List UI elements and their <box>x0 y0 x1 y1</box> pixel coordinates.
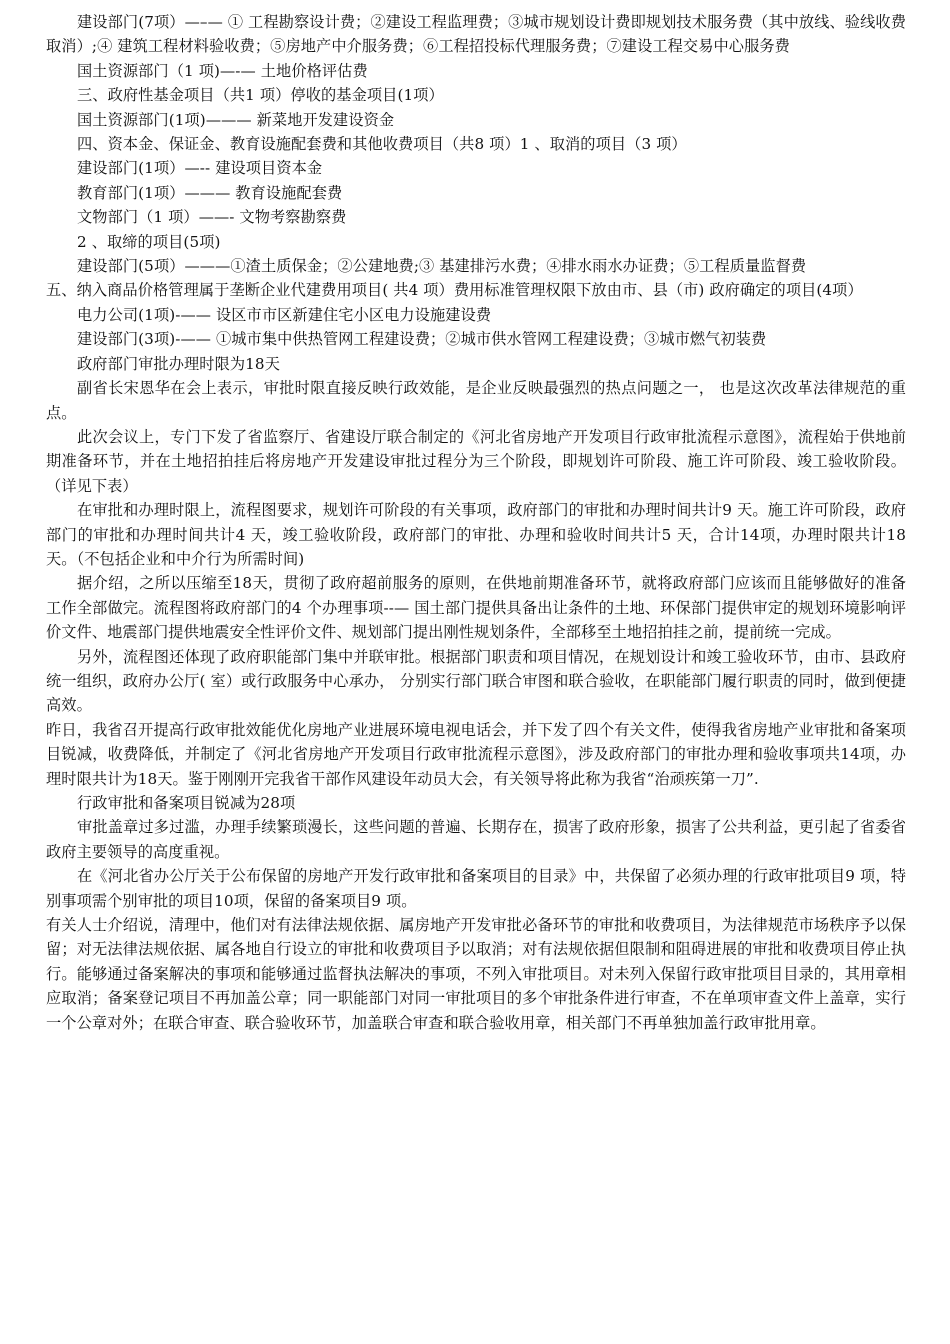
subheading-banned-items: 2 、取缔的项目(5项) <box>77 232 221 251</box>
paragraph-time-limits: 在审批和办理时限上，流程图要求，规划许可阶段的有关事项，政府部门的审批和办理时间共计9 天。施工许可阶段，政府部门的审批和办理时间共计4 天，竣工验收阶段，政府部门的审批、办理和验收时间共计5 天，合计14项，办理时限共计18天。（不包括企业和中介行为所需时间) <box>46 501 906 568</box>
paragraph-land-resources-vegetable-land: 国土资源部门(1项)——— 新菜地开发建设资金 <box>77 110 395 129</box>
paragraph-vice-governor: 副省长宋恩华在会上表示，审批时限直接反映行政效能，是企业反映最强烈的热点问题之一， 也是这次改革法律规范的重点。 <box>46 379 906 422</box>
section-heading-government-funds: 三、政府性基金项目（共1 项）停收的基金项目(1项） <box>77 86 444 105</box>
paragraph-cultural-relics: 文物部门（1 项）——- 文物考察勘察费 <box>77 208 347 227</box>
section-heading-monopoly-fees: 五、纳入商品价格管理属于垄断企业代建费用项目( 共4 项）费用标准管理权限下放由市、县（市) 政府确定的项目(4项） <box>46 281 863 300</box>
paragraph-cleanup-principles: 有关人士介绍说，清理中，他们对有法律法规依据、属房地产开发审批必备环节的审批和收费项目，为法律规范市场秩序予以保留；对无法律法规依据、属各地自行设立的审批和收费项目予以取消；对有法规依据但限制和阻碍进展的审批和收费项目停止执行。能够通过备案解决的事项和能够通过监督执法解决的事项，不列入审批项目。对未列入保留行政审批项目目录的，其用章相应取消；备案登记项目不再加盖公章；同一职能部门对同一审批项目的多个审批条件进行审查，不在单项审查文件上盖章，实行一个公章对外；在联合审查、联合验收环节，加盖联合审查和联合验收用章，相关部门不再单独加盖行政审批用章。 <box>46 916 906 1032</box>
paragraph-construction-capital: 建设部门(1项）—-- 建设项目资本金 <box>77 159 323 178</box>
subheading-approval-18-days: 政府部门审批办理时限为18天 <box>77 354 280 373</box>
document-page <box>46 10 906 1035</box>
paragraph-power-company: 电力公司(1项)-—— 设区市市区新建住宅小区电力设施建设费 <box>77 305 492 324</box>
paragraph-parallel-approval: 另外，流程图还体现了政府职能部门集中并联审批。根据部门职责和项目情况，在规划设计和竣工验收环节，由市、县政府统一组织，政府办公厅( 室）或行政服务中心承办， 分别实行部门联合审图和联合验收，在职能部门履行职责的同时，做到便捷高效。 <box>46 647 906 715</box>
paragraph-education-facilities: 教育部门(1项）——— 教育设施配套费 <box>77 183 343 202</box>
paragraph-excessive-stamps: 审批盖章过多过滥，办理手续繁琐漫长，这些问题的普遍、长期存在，损害了政府形象，损害了公共利益，更引起了省委省政府主要领导的高度重视。 <box>46 818 906 861</box>
paragraph-teleconference: 昨日，我省召开提高行政审批效能优化房地产业进展环境电视电话会，并下发了四个有关文件，使得我省房地产业审批和备案项目锐减，收费降低，并制定了《河北省房地产开发项目行政审批流程示意图》，涉及政府部门的审批办理和验收事项共14项，办理时限共计为18天。鉴于刚刚开完我省干部作风建设年动员大会，有关领导将此称为我省“治顽疾第一刀”. <box>46 720 906 788</box>
section-heading-capital-deposits: 四、资本金、保证金、教育设施配套费和其他收费项目（共8 项）1 、取消的项目（3 项） <box>77 135 687 154</box>
paragraph-construction-7-items: 建设部门(7项）—–— ① 工程勘察设计费；②建设工程监理费；③城市规划设计费即规划技术服务费（其中放线、验线收费取消）;④ 建筑工程材料验收费；⑤房地产中介服务费；⑥工程招投标代理服务费；⑦建设工程交易中心服务费 <box>46 13 906 56</box>
paragraph-flowchart-issued: 此次会议上，专门下发了省监察厅、省建设厅联合制定的《河北省房地产开发项目行政审批流程示意图》，流程始于供地前期准备环节，并在土地招拍挂后将房地产开发建设审批过程分为三个阶段，即规划许可阶段、施工许可阶段、竣工验收阶段。（详见下表） <box>46 427 906 495</box>
subheading-reduced-to-28: 行政审批和备案项目锐减为28项 <box>77 794 296 812</box>
paragraph-retained-catalog: 在《河北省办公厅关于公布保留的房地产开发行政审批和备案项目的目录》中，共保留了必须办理的行政审批项目9 项，特别事项需个别审批的项目10项，保留的备案项目9 项。 <box>46 867 906 910</box>
paragraph-land-resources-appraisal: 国土资源部门（1 项)—-— 土地价格评估费 <box>77 61 368 80</box>
paragraph-construction-3-items: 建设部门(3项)-—— ①城市集中供热管网工程建设费；②城市供水管网工程建设费；③城市燃气初装费 <box>77 330 767 349</box>
paragraph-compressed-18-days: 据介绍，之所以压缩至18天，贯彻了政府超前服务的原则，在供地前期准备环节，就将政府部门应该而且能够做好的准备工作全部做完。流程图将政府部门的4 个办理事项--— 国土部门提供具备出让条件的土地、环保部门提供审定的规划环境影响评价文件、地震部门提供地震安全性评价文件、规划部门提出刚性规划条件，全部移至土地招拍挂之前，提前统一完成。 <box>46 574 906 642</box>
paragraph-construction-5-items: 建设部门(5项）———①渣土质保金；②公建地费;③ 基建排污水费；④排水雨水办证费；⑤工程质量监督费 <box>77 257 807 276</box>
